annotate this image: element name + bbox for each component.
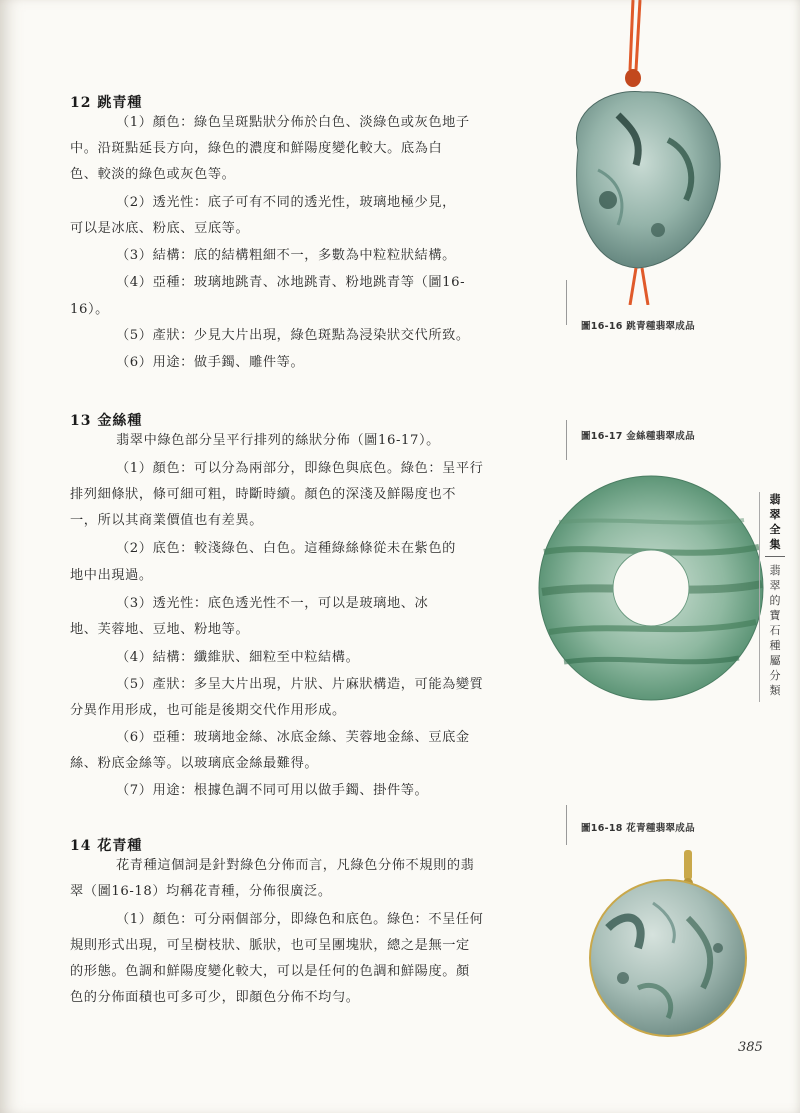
paragraph-line: （7）用途：根據色調不同可用以做手鐲、掛件等。 — [116, 783, 429, 798]
section-title-14: 14 花青種 — [70, 838, 143, 854]
paragraph-line: （2）透光性：底子可有不同的透光性，玻璃地極少見， — [116, 195, 456, 210]
side-tab-char: 種 — [769, 639, 781, 652]
paragraph-line: 絲、粉底金絲等。以玻璃底金絲最難得。 — [70, 756, 319, 771]
paragraph-line: （6）用途：做手鐲、雕件等。 — [116, 355, 305, 370]
figure-16-16-jade-pendant — [548, 0, 738, 305]
paragraph-line: （5）產狀：少見大片出現，綠色斑點為浸染狀交代所致。 — [116, 328, 470, 343]
paragraph-line: 的形態。色調和鮮陽度變化較大，可以是任何的色調和鮮陽度。顏 — [70, 964, 470, 979]
side-tab-char: 分 — [769, 669, 781, 682]
section-title-12: 12 跳青種 — [70, 95, 143, 111]
figure-16-17-jade-disc — [534, 472, 764, 704]
side-tab-rule — [759, 492, 760, 702]
caption-divider — [566, 805, 567, 845]
side-tab-divider — [765, 556, 785, 557]
side-tab-char: 全 — [769, 523, 781, 536]
paragraph-line: 一，所以其商業價值也有差異。 — [70, 513, 264, 528]
paragraph-line: （6）亞種：玻璃地金絲、冰底金絲、芙蓉地金絲、豆底金 — [116, 730, 470, 745]
paragraph-line: （5）產狀：多呈大片出現，片狀、片麻狀構造，可能為變質 — [116, 677, 484, 692]
paragraph-line: 可以是冰底、粉底、豆底等。 — [70, 221, 250, 236]
paragraph-line: （1）顏色：綠色呈斑點狀分佈於白色、淡綠色或灰色地子 — [116, 115, 470, 130]
caption-fig-16-18: 圖16-18 花青種翡翠成品 — [581, 823, 695, 834]
side-tab-char: 翡 — [769, 564, 781, 577]
paragraph-line: 中。沿斑點延長方向，綠色的濃度和鮮陽度變化較大。底為白 — [70, 141, 443, 156]
paragraph-line: （3）結構：底的結構粗細不一，多數為中粒粒狀結構。 — [116, 248, 456, 263]
paragraph-line: （4）亞種：玻璃地跳青、冰地跳青、粉地跳青等（圖16- — [116, 275, 466, 290]
page-number: 385 — [738, 1040, 763, 1055]
side-tab-char: 屬 — [769, 654, 781, 667]
paragraph-line: （4）結構：纖維狀、細粒至中粒結構。 — [116, 650, 360, 665]
paragraph-line: 排列細條狀，條可細可粗，時斷時續。顏色的深淺及鮮陽度也不 — [70, 487, 457, 502]
caption-fig-16-16: 圖16-16 跳青種翡翠成品 — [581, 321, 695, 332]
caption-divider — [566, 280, 567, 325]
section-title-13: 13 金絲種 — [70, 413, 143, 429]
side-tab-char: 集 — [769, 538, 781, 551]
side-tab-char: 翡 — [769, 493, 781, 506]
paragraph-line: 規則形式出現，可呈樹枝狀、脈狀，也可呈團塊狀，總之是無一定 — [70, 938, 470, 953]
side-tab-char: 寶 — [769, 609, 781, 622]
paragraph-line: 花青種這個詞是針對綠色分佈而言，凡綠色分佈不規則的翡 — [116, 858, 475, 873]
chapter-side-tab — [764, 492, 786, 698]
paragraph-line: 色、較淡的綠色或灰色等。 — [70, 167, 236, 182]
side-tab-char: 翠 — [769, 579, 781, 592]
paragraph-line: 分異作用形成，也可能是後期交代作用形成。 — [70, 703, 346, 718]
paragraph-line: （1）顏色：可以分為兩部分，即綠色與底色。綠色：呈平行 — [116, 461, 484, 476]
figure-16-18-jade-pendant — [578, 848, 758, 1038]
paragraph-line: 16）。 — [70, 302, 109, 317]
paragraph-line: （3）透光性：底色透光性不一，可以是玻璃地、冰 — [116, 596, 429, 611]
paragraph-line: 地、芙蓉地、豆地、粉地等。 — [70, 622, 250, 637]
side-tab-char: 石 — [769, 624, 781, 637]
paragraph-line: 翡翠中綠色部分呈平行排列的絲狀分佈（圖16-17）。 — [116, 433, 440, 448]
side-tab-char: 類 — [769, 684, 781, 697]
paragraph-line: 地中出現過。 — [70, 568, 153, 583]
paragraph-line: （1）顏色：可分兩個部分，即綠色和底色。綠色：不呈任何 — [116, 912, 484, 927]
paragraph-line: 翠（圖16-18）均稱花青種，分佈很廣泛。 — [70, 884, 332, 899]
caption-fig-16-17: 圖16-17 金絲種翡翠成品 — [581, 431, 695, 442]
caption-divider — [566, 420, 567, 460]
paragraph-line: 色的分佈面積也可多可少，即顏色分佈不均勻。 — [70, 990, 360, 1005]
side-tab-char: 翠 — [769, 508, 781, 521]
paragraph-line: （2）底色：較淺綠色、白色。這種綠絲條從未在紫色的 — [116, 541, 456, 556]
side-tab-char: 的 — [769, 594, 781, 607]
